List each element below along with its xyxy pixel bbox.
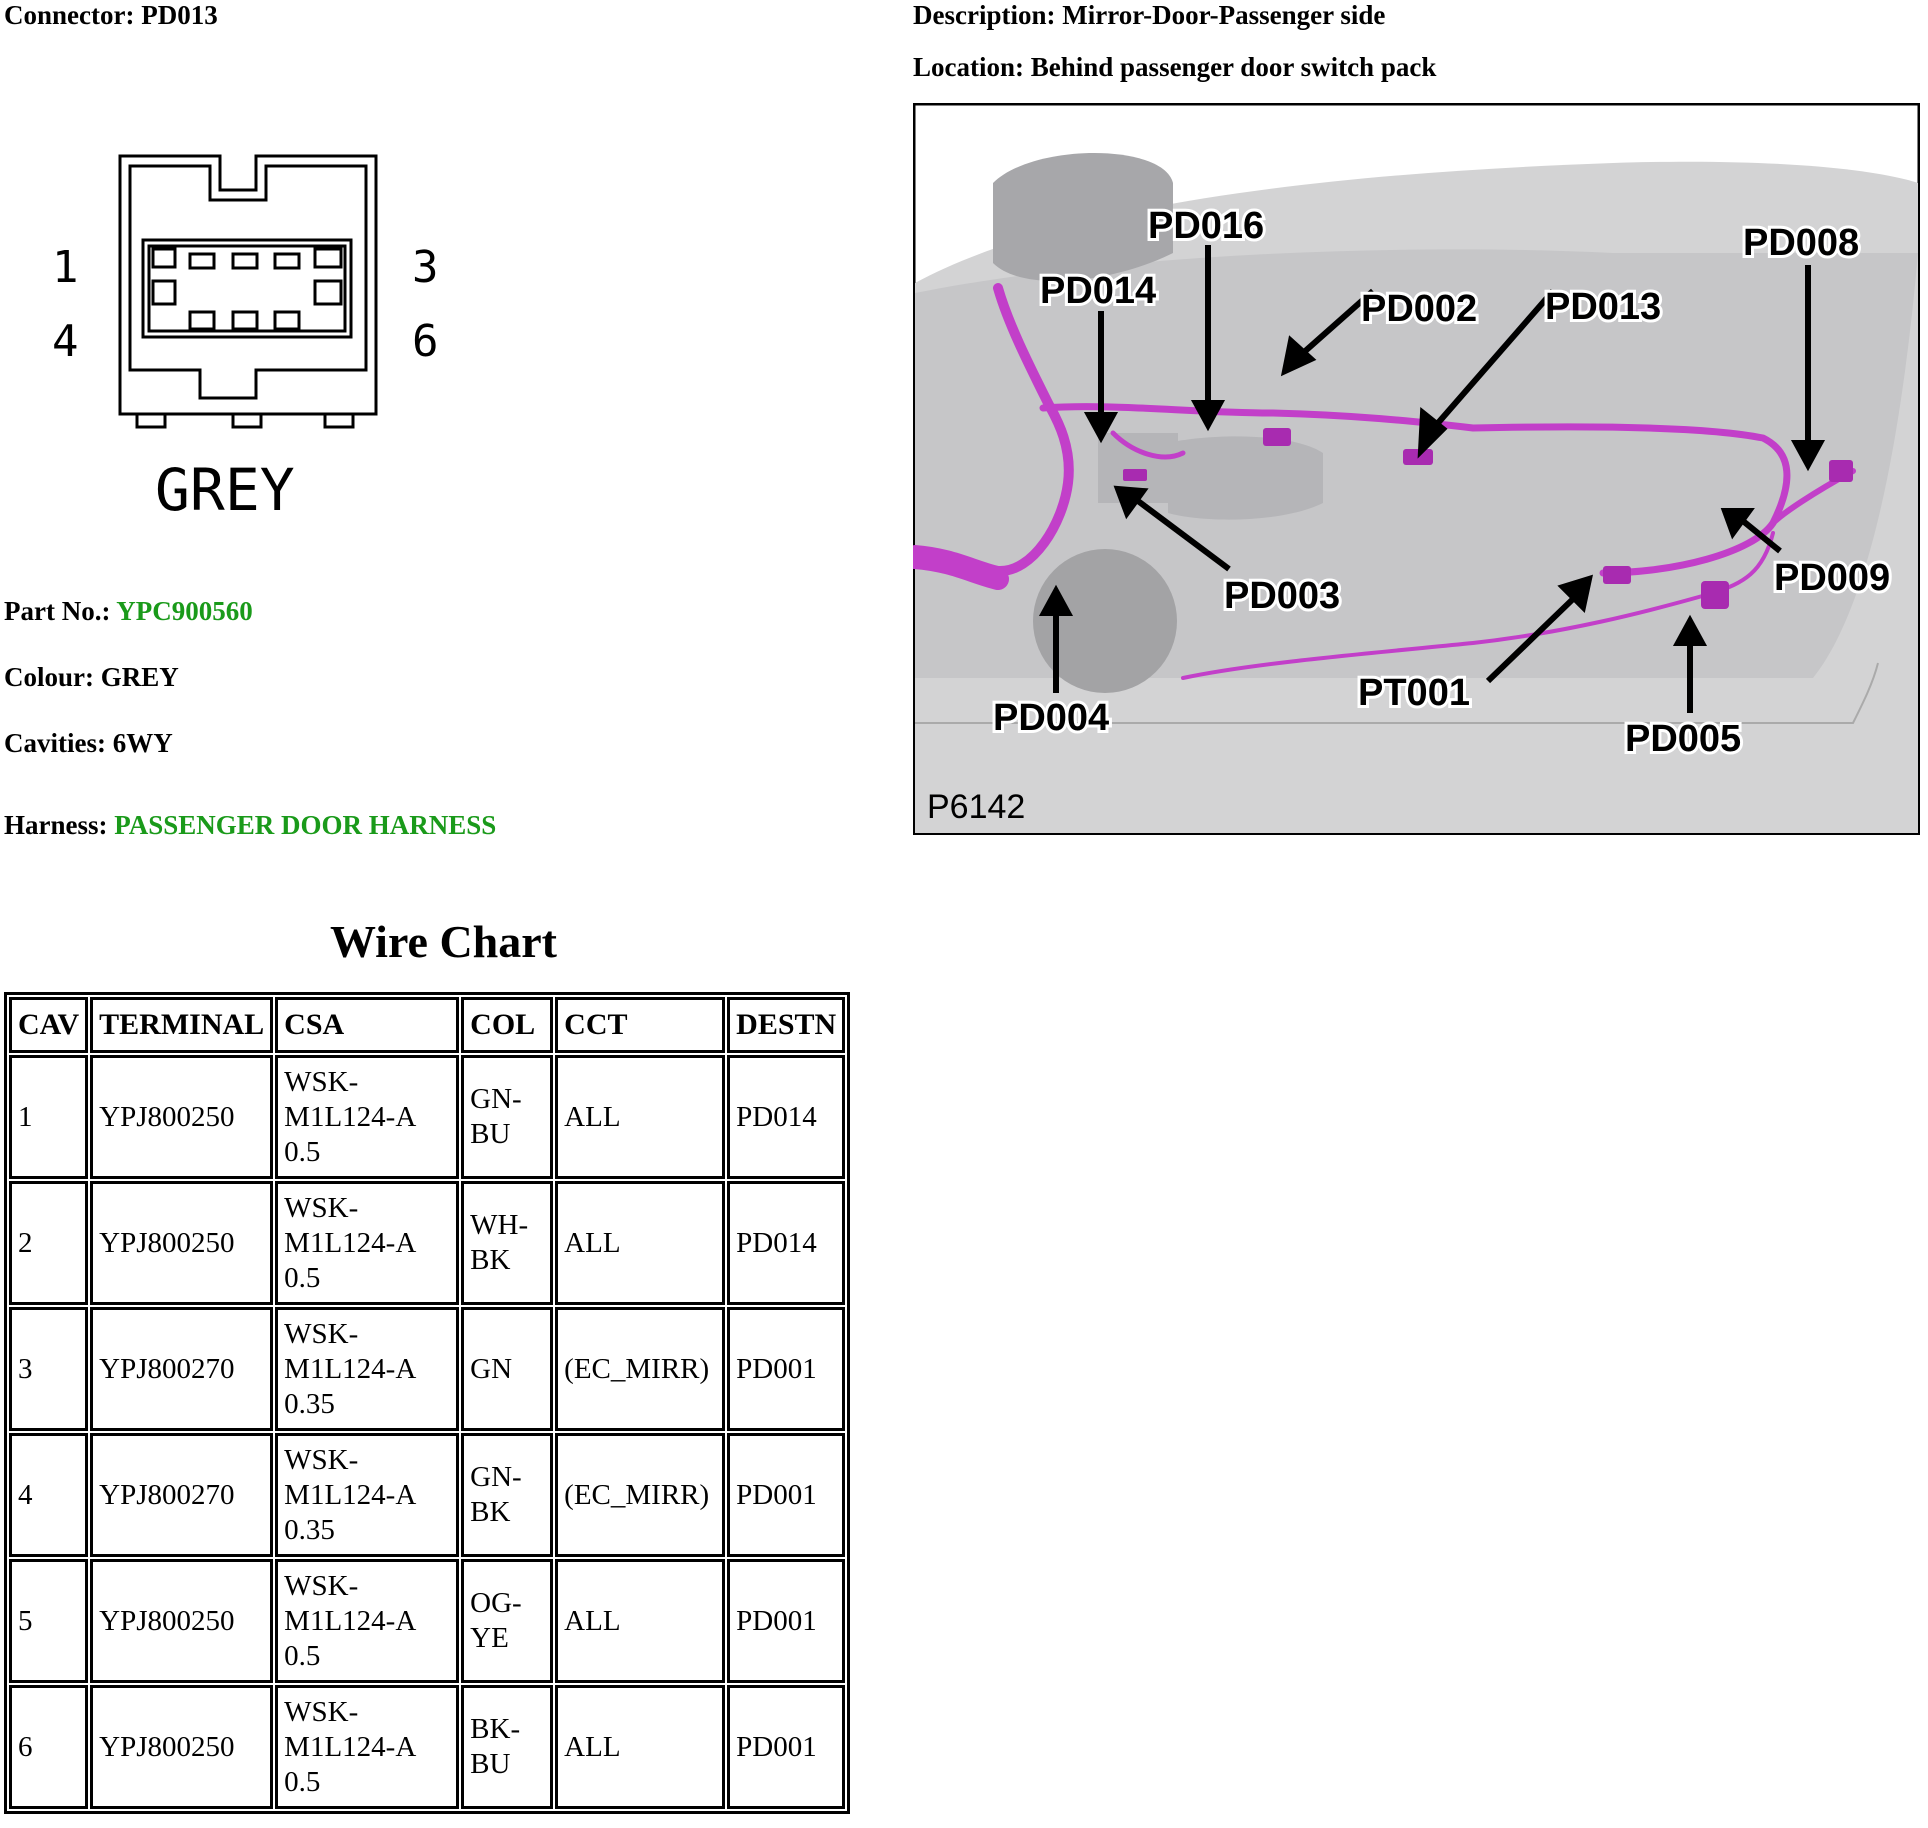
csa-line: 0.5 — [284, 1639, 321, 1672]
csa-cell — [275, 1433, 459, 1557]
col-cell — [461, 1181, 553, 1305]
connector-housing — [120, 156, 376, 414]
cavities-value: 6WY — [112, 728, 173, 758]
destn-cell: PD001 — [727, 1307, 845, 1431]
table-row — [9, 1181, 845, 1305]
col-line: GN — [470, 1352, 513, 1385]
cav-cell: 6 — [9, 1685, 88, 1809]
table-row — [9, 1307, 845, 1431]
description-label: Description: — [913, 0, 1056, 30]
csa-line: M1L124-A — [284, 1100, 417, 1133]
callout-pd014: PD014 — [1040, 270, 1157, 312]
col-cell — [461, 1307, 553, 1431]
connector-value: PD013 — [141, 0, 218, 30]
connector-face-diagram — [40, 140, 480, 530]
col-cell — [461, 1055, 553, 1179]
column-header-cav: CAV — [9, 997, 88, 1053]
csa-line: WSK- — [284, 1695, 359, 1728]
location-label: Location: — [913, 52, 1024, 82]
colour-field — [4, 662, 179, 693]
cct-cell: ALL — [555, 1181, 725, 1305]
pin-label-1: 1 — [52, 242, 79, 293]
column-header-col: COL — [461, 997, 553, 1053]
csa-line: 0.35 — [284, 1387, 335, 1420]
col-cell — [461, 1433, 553, 1557]
pin-label-3: 3 — [412, 242, 439, 293]
destn-cell: PD001 — [727, 1685, 845, 1809]
callout-pd005: PD005 — [1625, 718, 1742, 760]
csa-cell — [275, 1181, 459, 1305]
col-line: BU — [470, 1118, 511, 1150]
csa-line: 0.5 — [284, 1261, 321, 1294]
callout-pd002: PD002 — [1361, 288, 1478, 330]
location-diagram — [913, 103, 1920, 835]
callout-pd003: PD003 — [1224, 575, 1341, 617]
part-number-link[interactable]: YPC900560 — [116, 596, 253, 626]
destn-cell: PD001 — [727, 1559, 845, 1683]
pin-label-6: 6 — [412, 316, 439, 367]
callout-pt001: PT001 — [1358, 672, 1470, 714]
csa-line: 0.5 — [284, 1135, 321, 1168]
cct-cell: ALL — [555, 1055, 725, 1179]
col-line: GN- — [470, 1461, 522, 1493]
cct-cell: ALL — [555, 1685, 725, 1809]
cavities-field — [4, 728, 173, 759]
col-cell — [461, 1685, 553, 1809]
terminal-cell: YPJ800270 — [90, 1307, 273, 1431]
part-number-label: Part No.: — [4, 596, 111, 626]
cav-cell: 2 — [9, 1181, 88, 1305]
col-line: BK — [470, 1244, 511, 1276]
csa-cell — [275, 1055, 459, 1179]
csa-line: WSK- — [284, 1065, 359, 1098]
colour-value: GREY — [100, 662, 179, 692]
pin-label-4: 4 — [52, 316, 79, 367]
destn-cell: PD001 — [727, 1433, 845, 1557]
terminal-cell: YPJ800250 — [90, 1685, 273, 1809]
connector-label: Connector: — [4, 0, 135, 30]
cav-cell: 3 — [9, 1307, 88, 1431]
part-number-field — [4, 596, 253, 627]
col-line: BK- — [470, 1713, 521, 1745]
col-line: BU — [470, 1748, 511, 1780]
csa-line: WSK- — [284, 1569, 359, 1602]
cav-cell: 1 — [9, 1055, 88, 1179]
colour-label: Colour: — [4, 662, 94, 692]
table-row — [9, 1685, 845, 1809]
callout-pd009: PD009 — [1774, 557, 1891, 599]
cavities-label: Cavities: — [4, 728, 106, 758]
column-header-terminal: TERMINAL — [90, 997, 273, 1053]
col-line: WH- — [470, 1209, 529, 1241]
column-header-csa: CSA — [275, 997, 459, 1053]
terminal-cell: YPJ800270 — [90, 1433, 273, 1557]
csa-line: M1L124-A — [284, 1730, 417, 1763]
col-line: OG- — [470, 1587, 522, 1619]
table-row — [9, 1055, 845, 1179]
table-row — [9, 1559, 845, 1683]
callout-pd013: PD013 — [1545, 286, 1662, 328]
column-header-cct: CCT — [555, 997, 725, 1053]
figure-id: P6142 — [927, 788, 1026, 826]
csa-cell — [275, 1307, 459, 1431]
terminal-cell: YPJ800250 — [90, 1559, 273, 1683]
terminal-cell: YPJ800250 — [90, 1181, 273, 1305]
csa-line: WSK- — [284, 1191, 359, 1224]
col-line: YE — [470, 1622, 509, 1654]
description-value: Mirror-Door-Passenger side — [1062, 0, 1386, 30]
csa-cell — [275, 1685, 459, 1809]
csa-cell — [275, 1559, 459, 1683]
csa-line: WSK- — [284, 1317, 359, 1350]
csa-line: 0.35 — [284, 1513, 335, 1546]
callout-pd004: PD004 — [993, 697, 1110, 739]
callout-pd016: PD016 — [1148, 205, 1265, 247]
csa-line: M1L124-A — [284, 1352, 417, 1385]
cav-cell: 4 — [9, 1433, 88, 1557]
wire-chart-title: Wire Chart — [330, 916, 557, 967]
location-field — [913, 52, 1436, 83]
location-value: Behind passenger door switch pack — [1030, 52, 1437, 82]
col-line: BK — [470, 1496, 511, 1528]
connector-colour-text: GREY — [155, 456, 295, 524]
harness-field — [4, 810, 496, 841]
column-header-destn: DESTN — [727, 997, 845, 1053]
cct-cell: ALL — [555, 1559, 725, 1683]
cav-cell: 5 — [9, 1559, 88, 1683]
harness-link[interactable]: PASSENGER DOOR HARNESS — [114, 810, 497, 840]
table-row — [9, 1433, 845, 1557]
terminal-cell: YPJ800250 — [90, 1055, 273, 1179]
description-field — [913, 0, 1385, 31]
cct-cell: (EC_MIRR) — [555, 1307, 725, 1431]
callout-pd008: PD008 — [1743, 222, 1860, 264]
csa-line: WSK- — [284, 1443, 359, 1476]
wire-chart-table — [4, 992, 850, 1814]
connector-field — [4, 0, 218, 31]
csa-line: M1L124-A — [284, 1226, 417, 1259]
cct-cell: (EC_MIRR) — [555, 1433, 725, 1557]
table-header-row — [9, 997, 845, 1053]
destn-cell: PD014 — [727, 1181, 845, 1305]
csa-line: 0.5 — [284, 1765, 321, 1798]
csa-line: M1L124-A — [284, 1604, 417, 1637]
col-line: GN- — [470, 1083, 522, 1115]
col-cell — [461, 1559, 553, 1683]
csa-line: M1L124-A — [284, 1478, 417, 1511]
harness-label: Harness: — [4, 810, 108, 840]
destn-cell: PD014 — [727, 1055, 845, 1179]
